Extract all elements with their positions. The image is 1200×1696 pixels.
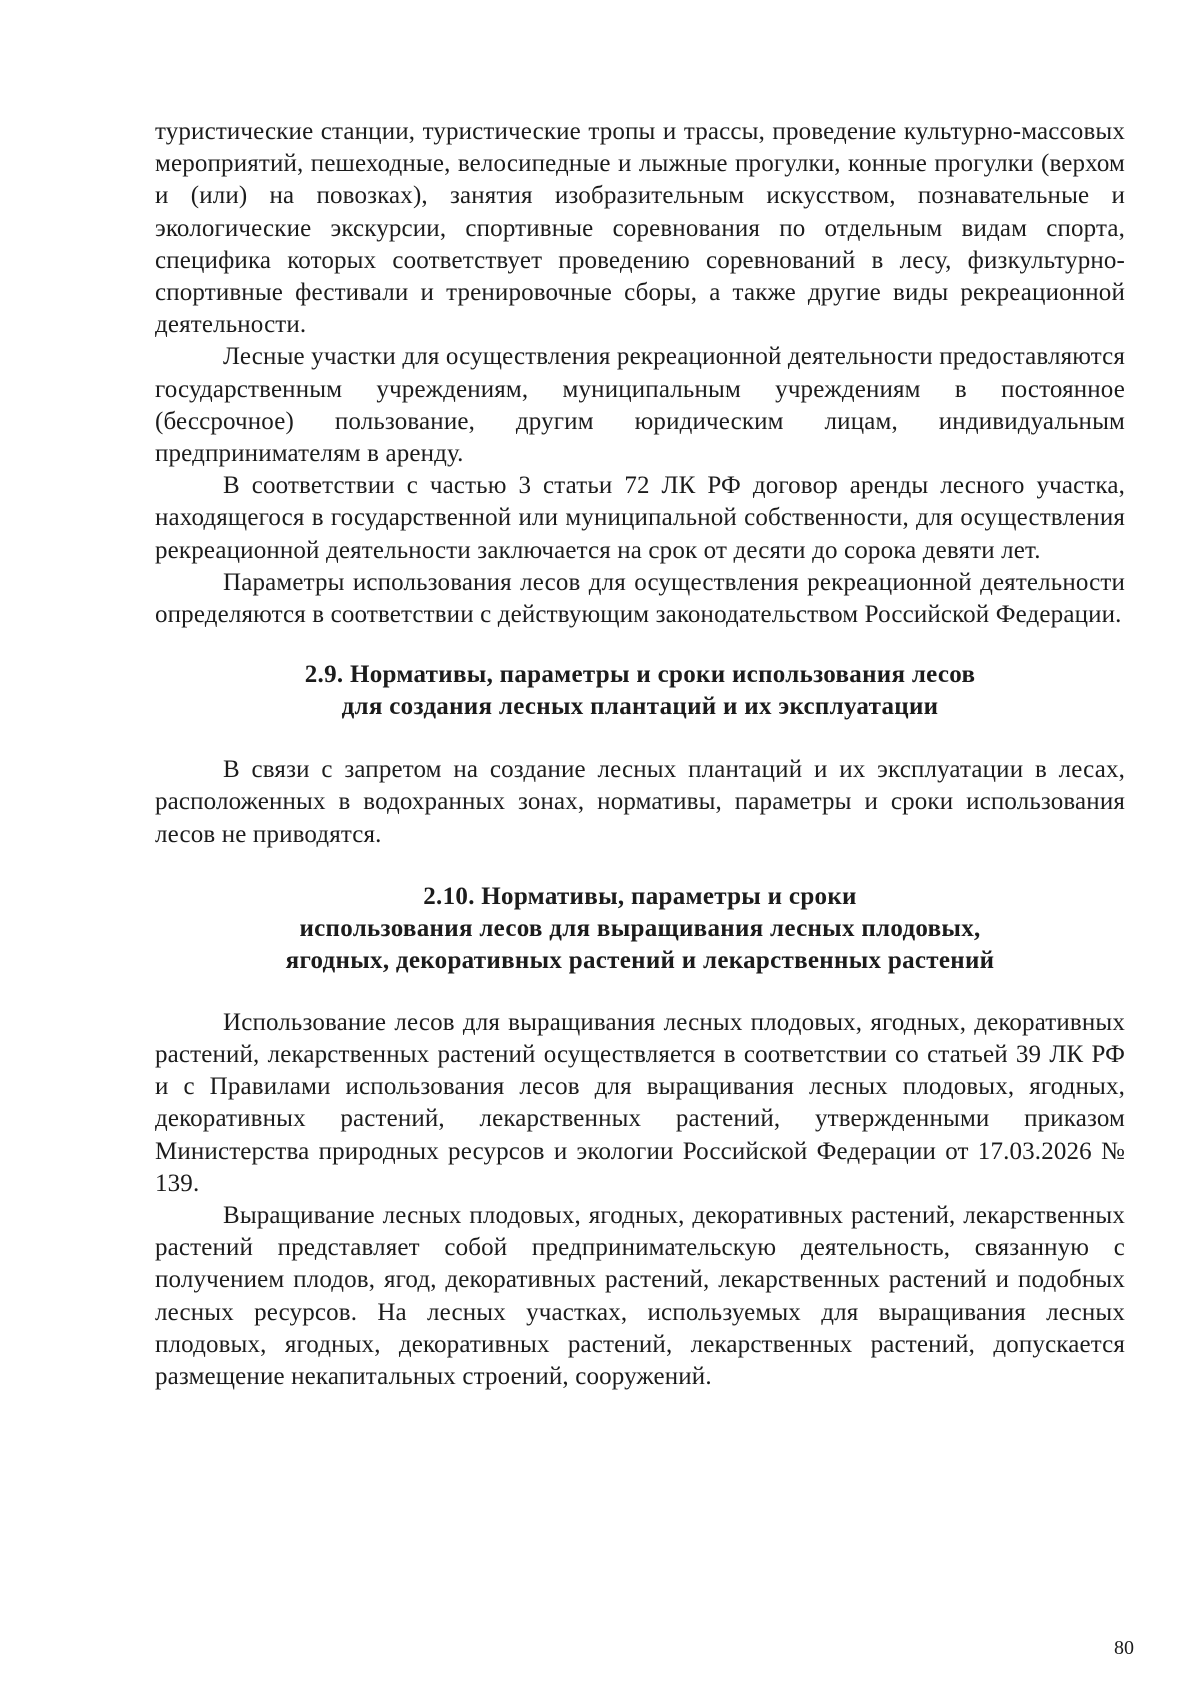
section-heading-2-10-line1: 2.10. Нормативы, параметры и сроки	[423, 882, 857, 910]
section-heading-2-9-line2: для создания лесных плантаций и их эксплуатации	[341, 693, 939, 721]
paragraph-cultivation-rules: Использование лесов для выращивания лесных плодовых, ягодных, декоративных растений, лекарственных растений осуществляется в соответствии со статьей 39 ЛК РФ и с Правилами использования лесов для выращивания лесных плодовых, ягодных, декоративных растений, лекарственных растений, утвержденными приказом Министерства природных ресурсов и экологии Российской Федерации от 17.03.2026 № 139.	[155, 1008, 1125, 1197]
section-heading-2-9	[155, 659, 1125, 723]
section-heading-2-10-line2: использования лесов для выращивания лесных плодовых,	[299, 914, 981, 942]
section-heading-2-10-line3: ягодных, декоративных растений и лекарственных растений	[285, 946, 995, 974]
paragraph-recreation-activities: туристические станции, туристические тропы и трассы, проведение культурно-массовых мероприятий, пешеходные, велосипедные и лыжные прогулки, конные прогулки (верхом и (или) на повозках), занятия изобразительным искусством, познавательные и экологические экскурсии, спортивные соревнования по отдельным видам спорта, специфика которых соответствует проведению соревнований в лесу, физкультурно-спортивные фестивали и тренировочные сборы, а также другие виды рекреационной деятельности.	[155, 118, 1125, 339]
paragraph-cultivation-business: Выращивание лесных плодовых, ягодных, декоративных растений, лекарственных растений представляет собой предпринимательскую деятельность, связанную с получением плодов, ягод, декоративных растений, лекарственных растений и подобных лесных ресурсов. На лесных участках, используемых для выращивания лесных плодовых, ягодных, декоративных растений, лекарственных растений, допускается размещение некапитальных строений, сооружений.	[155, 1202, 1125, 1391]
document-page	[155, 116, 1125, 1393]
section-heading-2-9-line1: 2.9. Нормативы, параметры и сроки использования лесов	[304, 661, 976, 689]
paragraph-recreation-parameters: Параметры использования лесов для осуществления рекреационной деятельности определяются в соответствии с действующим законодательством Российской Федерации.	[155, 568, 1125, 629]
section-heading-2-10	[155, 881, 1125, 977]
page-number: 80	[1114, 1637, 1134, 1659]
paragraph-lease-term: В соответствии с частью 3 статьи 72 ЛК РФ договор аренды лесного участка, находящегося в государственной или муниципальной собственности, для осуществления рекреационной деятельности заключается на срок от десяти до сорока девяти лет.	[155, 472, 1125, 564]
paragraph-land-plots-provision: Лесные участки для осуществления рекреационной деятельности предоставляются государственным учреждениям, муниципальным учреждениям в постоянное (бессрочное) пользование, другим юридическим лицам, индивидуальным предпринимателям в аренду.	[155, 343, 1125, 468]
paragraph-plantations-prohibition: В связи с запретом на создание лесных плантаций и их эксплуатации в лесах, расположенных в водохранных зонах, нормативы, параметры и сроки использования лесов не приводятся.	[155, 756, 1125, 848]
